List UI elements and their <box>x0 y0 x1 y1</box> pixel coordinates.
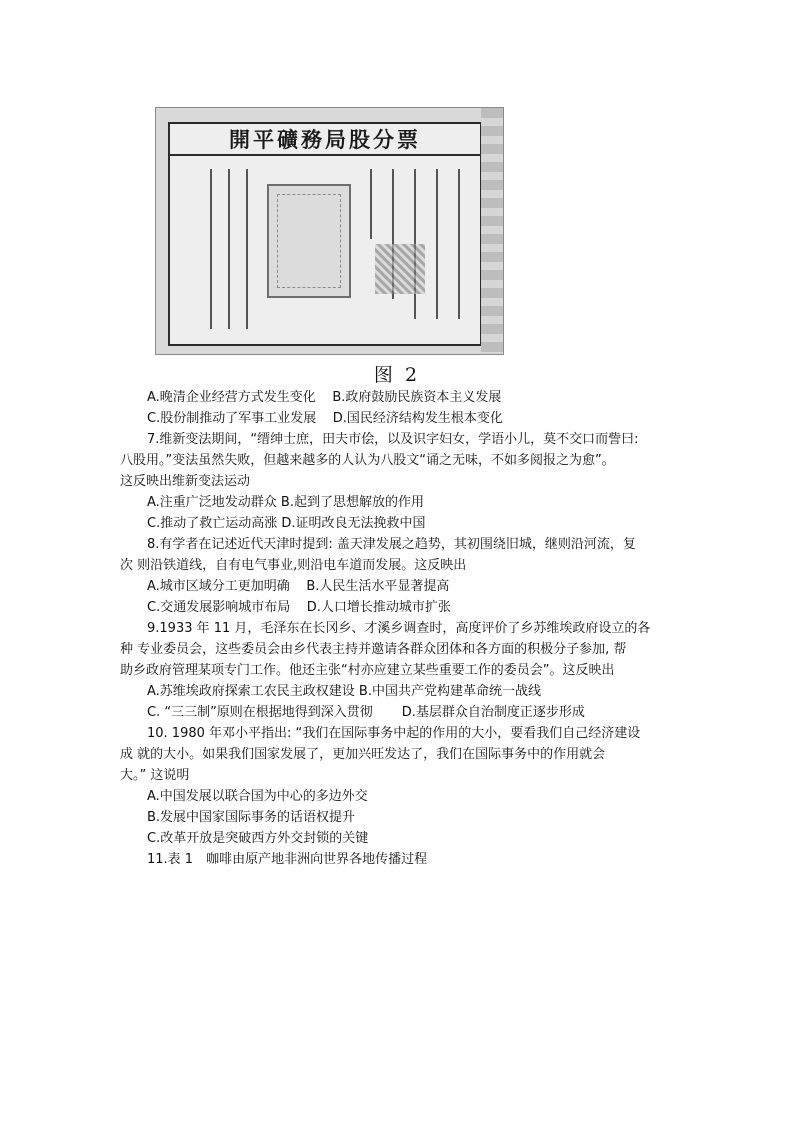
q10-option-b: B.发展中国家国际事务的话语权提升 <box>147 810 356 825</box>
q10-stem-line3: 大。” 这说明 <box>120 768 190 783</box>
certificate-text-column <box>228 169 230 329</box>
q8-options-row2 <box>147 598 707 618</box>
q7-stem-line1: 7.维新变法期间，“缙绅士庶，田夫市侩，以及识字妇女，学语小儿，莫不交口而訾曰: <box>147 432 639 447</box>
q8-option-d: D.人口增长推动城市扩张 <box>306 600 451 615</box>
q7-stem-line2: 八股用。”变法虽然失败，但越来越多的人认为八股文“诵之无味，不如多阅报之为愈”。 <box>120 453 615 468</box>
q8-stem-line1: 8.有学者在记述近代天津时提到: 盖天津发展之趋势，其初围绕旧城，继则沿河流，复 <box>147 537 636 552</box>
q6-options-row2 <box>147 409 707 429</box>
q9-stem-line2: 种 专业委员会，这些委员会由乡代表主持并邀请各群众团体和各方面的积极分子参加, 帮 <box>120 642 627 657</box>
q8-option-b: B.人民生活水平显著提高 <box>306 579 450 594</box>
q8-stem-line2: 次 则沿铁道线，自有电气事业,则沿电车道而发展。这反映出 <box>120 558 467 573</box>
q10-option-c: C.改革开放是突破西方外交封锁的关键 <box>147 831 369 846</box>
q9-option-c: C. “三三制”原则在根据地得到深入贯彻 <box>147 705 373 720</box>
q9-options-cd <box>147 703 707 723</box>
q6-options-row1 <box>147 388 707 408</box>
q10-option-a: A.中国发展以联合国为中心的多边外交 <box>147 789 368 804</box>
certificate-side-margin <box>481 108 503 354</box>
certificate-title: 開平礦務局股分票 <box>170 124 480 156</box>
q6-option-c: C.股份制推动了军事工业发展 <box>147 411 317 426</box>
q7-options-cd: C.推动了救亡运动高涨 D.证明改良无法挽救中国 <box>147 516 426 531</box>
q7-options-ab: A.注重广泛地发动群众 B.起到了思想解放的作用 <box>147 495 424 510</box>
q6-option-d: D.国民经济结构发生根本变化 <box>332 411 503 426</box>
certificate-text-column <box>370 169 372 239</box>
certificate-text-column <box>246 169 248 329</box>
q6-option-b: B.政府鼓励民族资本主义发展 <box>332 390 502 405</box>
q9-stem-line3: 助乡政府管理某项专门工作。他还主张“村亦应建立某些重要工作的委员会”。这反映出 <box>120 663 615 678</box>
certificate-stamp <box>375 244 425 294</box>
certificate-text-column <box>210 169 212 329</box>
figure-caption: 图 2 <box>373 364 421 386</box>
certificate-text-column <box>436 169 438 319</box>
q6-option-a: A.晚清企业经营方式发生变化 <box>147 390 316 405</box>
q10-stem-line1: 10. 1980 年邓小平指出: “我们在国际事务中起的作用的大小，要看我们自己经济建设 <box>147 726 641 741</box>
certificate-text-column <box>458 169 460 319</box>
q7-stem-line3: 这反映出维新变法运动 <box>120 474 251 489</box>
q11-stem-line1: 11.表 1 咖啡由原产地非洲向世界各地传播过程 <box>147 852 428 867</box>
q9-stem-line1: 9.1933 年 11 月，毛泽东在长冈乡、才溪乡调查时，高度评价了乡苏维埃政府设立的各 <box>147 621 651 636</box>
certificate-seal <box>267 184 351 298</box>
q9-option-d: D.基层群众自治制度正逐步形成 <box>401 705 585 720</box>
q9-options-ab: A.苏维埃政府探索工农民主政权建设 B.中国共产党构建革命统一战线 <box>147 684 541 699</box>
share-certificate-figure <box>155 107 504 355</box>
q8-option-c: C.交通发展影响城市布局 <box>147 600 291 615</box>
q10-stem-line2: 成 就的大小。如果我们国家发展了，更加兴旺发达了，我们在国际事务中的作用就会 <box>120 747 606 762</box>
certificate-image <box>168 122 482 346</box>
q8-option-a: A.城市区域分工更加明确 <box>147 579 290 594</box>
q8-options-row1 <box>147 577 707 597</box>
